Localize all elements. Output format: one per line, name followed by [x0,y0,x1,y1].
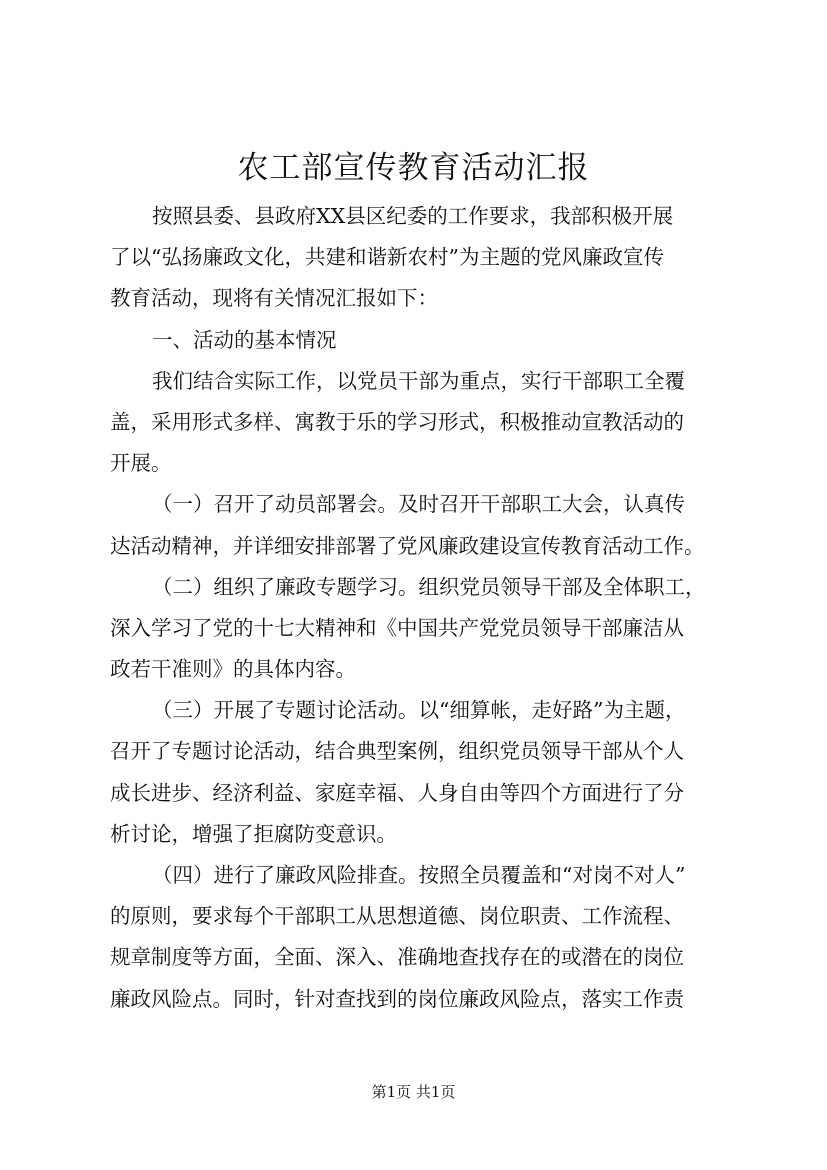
paragraph-line: 我们结合实际工作，以党员干部为重点，实行干部职工全覆 [152,368,685,393]
paragraph-line: （二）组织了廉政专题学习。组织党员领导干部及全体职工， [152,574,706,599]
paragraph-line: 召开了专题讨论活动，结合典型案例，组织党员领导干部从个人 [110,739,684,764]
paragraph-line: 达活动精神，并详细安排部署了党风廉政建设宣传教育活动工作。 [110,533,705,558]
paragraph-line: 析讨论，增强了拒腐防变意识。 [110,821,397,846]
paragraph-line: 成长进步、经济利益、家庭幸福、人身自由等四个方面进行了分 [110,780,684,805]
paragraph-line: 盖，采用形式多样、寓教于乐的学习形式，积极推动宣教活动的 [110,409,684,434]
paragraph-line: 深入学习了党的十七大精神和《中国共产党党员领导干部廉洁从 [110,615,684,640]
paragraph-line: 了以“弘扬廉政文化，共建和谐新农村”为主题的党风廉政宣传 [110,245,664,270]
paragraph-line: 廉政风险点。同时，针对查找到的岗位廉政风险点，落实工作责 [110,986,684,1011]
document-title: 农工部宣传教育活动汇报 [237,150,590,186]
paragraph-line: （四）进行了廉政风险排查。按照全员覆盖和“对岗不对人” [152,863,686,887]
paragraph-line: 教育活动，现将有关情况汇报如下： [110,286,438,311]
document-body [110,196,746,1020]
paragraph-line: 政若干准则》的具体内容。 [110,657,356,682]
paragraph-line: 按照县委、县政府XX县区纪委的工作要求，我部积极开展 [152,204,674,228]
paragraph-line: 的原则，要求每个干部职工从思想道德、岗位职责、工作流程、 [110,904,684,929]
paragraph-line: 规章制度等方面，全面、深入、准确地查找存在的或潜在的岗位 [110,945,684,970]
section-heading: 一、活动的基本情况 [152,327,337,352]
page-footer: 第1页 共1页 [371,1083,456,1101]
paragraph-line: （一）召开了动员部署会。及时召开干部职工大会，认真传 [152,492,685,517]
paragraph-line: （三）开展了专题讨论活动。以“细算帐，走好路”为主题， [152,698,686,723]
paragraph-line: 开展。 [110,451,172,476]
